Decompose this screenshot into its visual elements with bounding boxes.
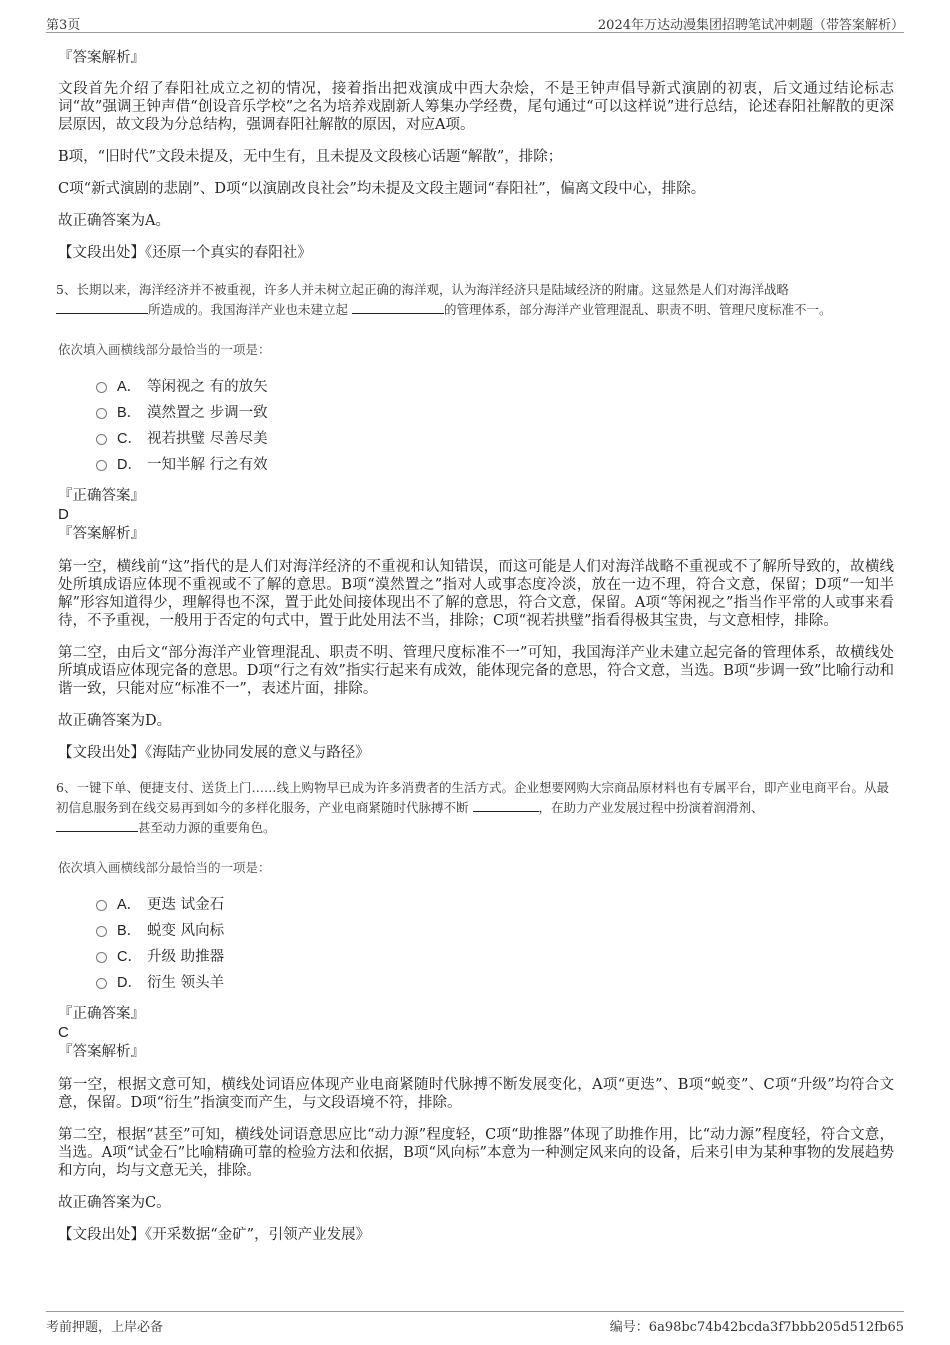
analysis-label: 『答案解析』: [58, 1044, 145, 1060]
option-b[interactable]: B． 蜕变 风向标: [96, 918, 894, 944]
question-prompt: 依次填入画横线部分最恰当的一项是：: [58, 342, 271, 357]
analysis-paragraph: 文段首先介绍了春阳社成立之初的情况，接着指出把戏演成中西大杂烩，不是王钟声倡导新式演剧的初衷，后文通过结论标志词“故”强调王钟声借“创设音乐学校”之名为培养戏剧新人筹集办学经费，尾句通过“可以这样说”进行总结，论述春阳社解散的更深层原因，故文段为分总结构，强调春阳社解散的原因，对应A项。: [58, 81, 894, 133]
options-list: [96, 374, 894, 478]
source-citation: 【文段出处】《还原一个真实的春阳社》: [58, 245, 312, 261]
option-a[interactable]: A． 等闲视之 有的放矢: [96, 374, 894, 400]
blank-line: [352, 301, 444, 314]
radio-button[interactable]: [96, 408, 107, 419]
option-c[interactable]: C． 视若拱璧 尽善尽美: [96, 426, 894, 452]
correct-answer: D: [58, 506, 69, 523]
page-footer: [46, 1311, 904, 1334]
option-c[interactable]: C． 升级 助推器: [96, 944, 894, 970]
radio-button[interactable]: [96, 460, 107, 471]
analysis-paragraph: B项，“旧时代”文段未提及，无中生有，且未提及文段核心话题“解散”，排除；: [58, 149, 563, 165]
page-header: [46, 12, 904, 33]
source-citation: 【文段出处】《开采数据“金矿”，引领产业发展》: [58, 1227, 371, 1243]
radio-button[interactable]: [96, 900, 107, 911]
source-citation: 【文段出处】《海陆产业协同发展的意义与路径》: [58, 745, 370, 761]
radio-button[interactable]: [96, 952, 107, 963]
blank-line: [56, 301, 148, 314]
option-d[interactable]: D． 一知半解 行之有效: [96, 452, 894, 478]
correct-answer: C: [58, 1024, 69, 1041]
analysis-paragraph: C项“新式演剧的悲剧”、D项“以演剧改良社会”均未提及文段主题词“春阳社”，偏离文段中心，排除。: [58, 181, 706, 197]
analysis-paragraph: 第二空，由后文“部分海洋产业管理混乱、职责不明、管理尺度标准不一”可知，我国海洋产业未建立起完备的管理体系，故横线处所填成语应体现完备的意思。D项“行之有效”指实行起来有成效，能体现完备的意思，符合文意，当选。B项“步调一致”比喻行动和谐一致，只能对应“标准不一”，表述片面，排除。: [58, 645, 894, 697]
blank-line: [473, 799, 539, 812]
question-text: 5、长期以来，海洋经济并不被重视，许多人并未树立起正确的海洋观，认为海洋经济只是陆域经济的附庸。这显然是人们对海洋战略 所造成的。我国海洋产业也未建立起 的管理体系，部分海洋产业管理混乱、职责不明、管理尺度标准不一。: [56, 282, 832, 317]
correct-answer-label: 『正确答案』: [58, 488, 145, 504]
correct-answer-label: 『正确答案』: [58, 1006, 145, 1022]
blank-line: [56, 819, 138, 832]
option-a[interactable]: A． 更迭 试金石: [96, 892, 894, 918]
option-b[interactable]: B． 漠然置之 步调一致: [96, 400, 894, 426]
radio-button[interactable]: [96, 926, 107, 937]
option-d[interactable]: D． 衍生 领头羊: [96, 970, 894, 996]
footer-slogan: 考前押题，上岸必备: [46, 1320, 164, 1335]
conclusion: 故正确答案为D。: [58, 713, 172, 729]
page-number: 第3页: [46, 18, 81, 33]
radio-button[interactable]: [96, 382, 107, 393]
document-title: 2024年万达动漫集团招聘笔试冲刺题（带答案解析）: [597, 18, 904, 33]
analysis-label: 『答案解析』: [58, 50, 145, 66]
analysis-paragraph: 第二空，根据“甚至”可知，横线处词语意思应比“动力源”程度轻，C项“助推器”体现了助推作用，比“动力源”程度轻，符合文意，当选。A项“试金石”比喻精确可靠的检验方法和依据，B项“风向标”本意为一种测定风来向的设备，后来引申为某种事物的发展趋势和方向，均与文意无关，排除。: [58, 1127, 894, 1179]
analysis-paragraph: 第一空，根据文意可知，横线处词语应体现产业电商紧随时代脉搏不断发展变化，A项“更迭”、B项“蜕变”、C项“升级”均符合文意，保留。D项“衍生”指演变而产生，与文段语境不符，排除。: [58, 1077, 894, 1111]
conclusion: 故正确答案为C。: [58, 1195, 171, 1211]
question-text: 6、一键下单、便捷支付、送货上门……线上购物早已成为许多消费者的生活方式。企业想要网购大宗商品原材料也有专属平台，即产业电商平台。从最初信息服务到在线交易再到如今的多样化服务，产业电商紧随时代脉搏不断 ，在助力产业发展过程中扮演着润滑剂、 甚至动力源的重要角色。: [56, 780, 889, 835]
radio-button[interactable]: [96, 978, 107, 989]
radio-button[interactable]: [96, 434, 107, 445]
analysis-paragraph: 第一空，横线前“这”指代的是人们对海洋经济的不重视和认知错误，而这可能是人们对海洋战略不重视或不了解所导致的，故横线处所填成语应体现不重视或不了解的意思。B项“漠然置之”指对人或事态度冷淡，放在一边不理，符合文意，保留；D项“一知半解”形容知道得少，理解得也不深，置于此处间接体现出不了解的意思，符合文意，保留。A项“等闲视之”指当作平常的人或事来看待，不予重视，一般用于否定的句式中，置于此处用法不当，排除；C项“视若拱璧”指看得极其宝贵，与文意相悖，排除。: [58, 559, 894, 629]
analysis-label: 『答案解析』: [58, 526, 145, 542]
question-6: [58, 778, 894, 1244]
options-list: [96, 892, 894, 996]
document-id: 编号：6a98bc74b42bcda3f7bbb205d512fb65: [609, 1320, 904, 1335]
question-5: [58, 280, 894, 762]
conclusion: 故正确答案为A。: [58, 213, 170, 229]
question-prompt: 依次填入画横线部分最恰当的一项是：: [58, 860, 271, 875]
page-content: [58, 48, 894, 1244]
